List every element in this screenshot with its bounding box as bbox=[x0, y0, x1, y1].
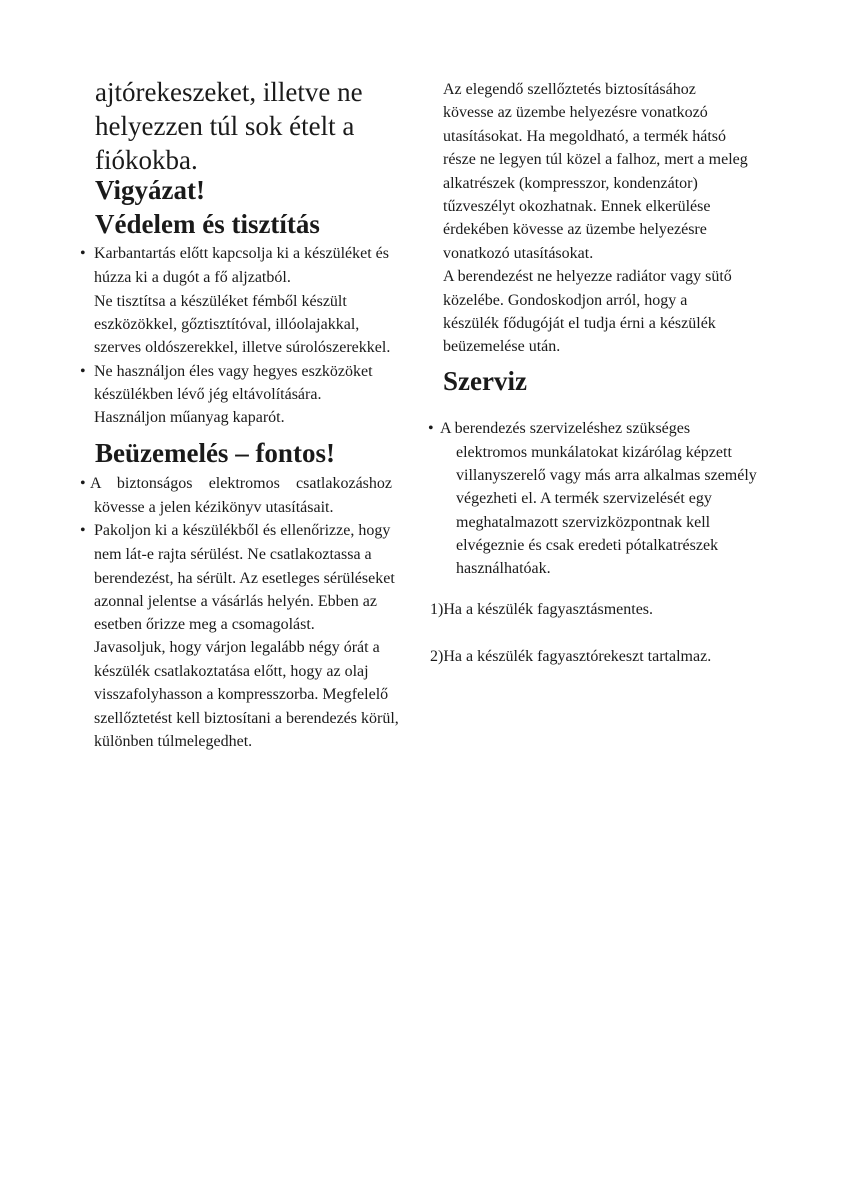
install-b2-line-7: készülék csatlakoztatása előtt, hogy az olaj bbox=[94, 663, 369, 680]
intro-line-2: helyezzen túl sok ételt a bbox=[95, 111, 355, 141]
intro-line-3: fiókokba. bbox=[95, 145, 198, 175]
footnote-1: 1)Ha a készülék fagyasztásmentes. bbox=[430, 601, 654, 618]
install-b2-line-5: esetben őrizze meg a csomagolást. bbox=[94, 616, 315, 633]
service-line-3: villanyszerelő vagy más arra alkalmas személy bbox=[456, 467, 757, 484]
vent-line-8: vonatkozó utasításokat. bbox=[443, 245, 594, 262]
vent-line-6: tűzveszélyt okozhatnak. Ennek elkerülése bbox=[443, 198, 711, 215]
service-line-6: elvégeznie és csak eredeti pótalkatrészek bbox=[456, 537, 719, 554]
install-b2-line-4: azonnal jelentse a vásárlás helyén. Ebben az bbox=[94, 593, 377, 610]
protection-b1-line-1: Karbantartás előtt kapcsolja ki a készüléket és bbox=[94, 245, 389, 262]
warning-heading: Vigyázat! bbox=[95, 175, 205, 205]
vent-line-12: beüzemelése után. bbox=[443, 338, 561, 355]
install-b2-line-3: berendezést, ha sérült. Az esetleges sérüléseket bbox=[94, 570, 395, 587]
vent-line-10: közelébe. Gondoskodjon arról, hogy a bbox=[443, 292, 688, 309]
bullet-marker: • bbox=[80, 522, 86, 539]
protection-b1-line-4: eszközökkel, gőztisztítóval, illóolajakkal, bbox=[94, 316, 360, 333]
install-b1-line-1: A biztonságos elektromos csatlakozáshoz bbox=[90, 475, 392, 492]
service-line-2: elektromos munkálatokat kizárólag képzett bbox=[456, 444, 732, 461]
install-heading: Beüzemelés – fontos! bbox=[95, 438, 335, 468]
vent-line-3: utasításokat. Ha megoldható, a termék hátsó bbox=[443, 128, 727, 145]
vent-line-7: érdekében kövesse az üzembe helyezésre bbox=[443, 221, 707, 238]
vent-line-1: Az elegendő szellőztetés biztosításához bbox=[443, 81, 696, 98]
install-b2-line-9: szellőztetést kell biztosítani a berendezés körül, bbox=[94, 710, 399, 727]
service-line-7: használhatóak. bbox=[456, 560, 551, 577]
vent-line-9: A berendezést ne helyezze radiátor vagy sütő bbox=[443, 268, 732, 285]
protection-b1-line-3: Ne tisztítsa a készüléket fémből készült bbox=[94, 293, 347, 310]
install-b2-line-6: Javasoljuk, hogy várjon legalább négy órát a bbox=[94, 639, 380, 656]
protection-heading: Védelem és tisztítás bbox=[95, 209, 320, 239]
bullet-marker: • bbox=[80, 245, 86, 262]
install-b2-line-10: különben túlmelegedhet. bbox=[94, 733, 253, 750]
install-b2-line-2: nem lát-e rajta sérülést. Ne csatlakoztassa a bbox=[94, 546, 372, 563]
install-b1-line-2: kövesse a jelen kézikönyv utasításait. bbox=[94, 499, 334, 516]
service-line-5: meghatalmazott szervizközpontnak kell bbox=[456, 514, 711, 531]
service-line-1: A berendezés szervizeléshez szükséges bbox=[440, 420, 691, 437]
vent-line-5: alkatrészek (kompresszor, kondenzátor) bbox=[443, 175, 698, 192]
protection-b2-line-1: Ne használjon éles vagy hegyes eszközöket bbox=[94, 363, 373, 380]
vent-line-2: kövesse az üzembe helyezésre vonatkozó bbox=[443, 104, 708, 121]
protection-b2-line-3: Használjon műanyag kaparót. bbox=[94, 409, 285, 426]
protection-b1-line-5: szerves oldószerekkel, illetve súrolószerekkel. bbox=[94, 339, 391, 356]
service-line-4: végezheti el. A termék szervizelését egy bbox=[456, 490, 712, 507]
bullet-marker: • bbox=[80, 475, 86, 492]
install-b2-line-8: visszafolyhasson a kompresszorba. Megfelelő bbox=[94, 686, 389, 703]
bullet-marker: • bbox=[80, 363, 86, 380]
vent-line-4: része ne legyen túl közel a falhoz, mert a meleg bbox=[443, 151, 748, 168]
intro-line-1: ajtórekeszeket, illetve ne bbox=[95, 77, 363, 107]
bullet-marker: • bbox=[428, 420, 434, 437]
install-b2-line-1: Pakoljon ki a készülékből és ellenőrizze, hogy bbox=[94, 522, 391, 539]
vent-line-11: készülék fődugóját el tudja érni a készülék bbox=[443, 315, 716, 332]
protection-b2-line-2: készülékben lévő jég eltávolítására. bbox=[94, 386, 322, 403]
protection-b1-line-2: húzza ki a dugót a fő aljzatból. bbox=[94, 269, 291, 286]
footnote-2: 2)Ha a készülék fagyasztórekeszt tartalmaz. bbox=[430, 648, 712, 665]
service-heading: Szerviz bbox=[443, 366, 527, 396]
